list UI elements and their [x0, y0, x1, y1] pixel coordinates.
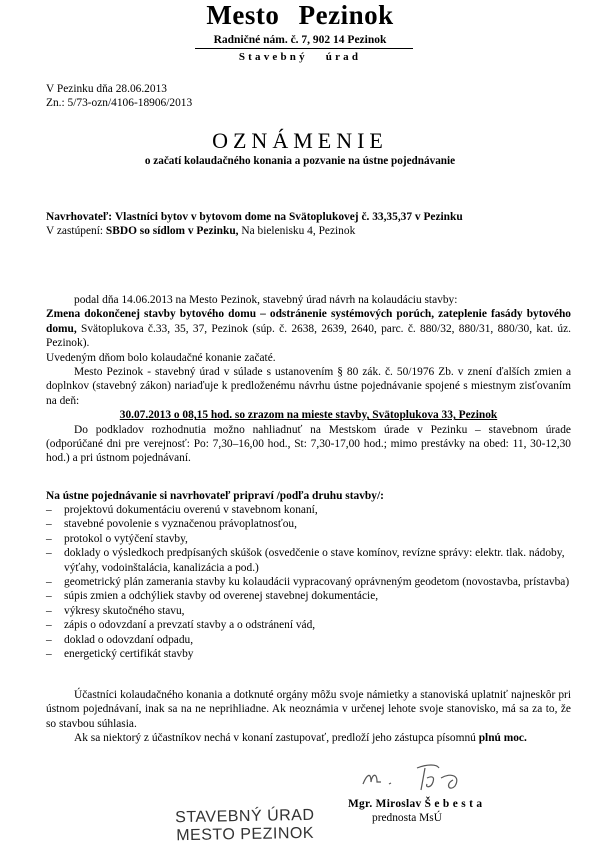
representative-address: Na bielenisku 4, Pezinok: [238, 225, 356, 238]
signatory-name: Mgr. Miroslav Š e b e s t a: [348, 798, 483, 810]
list-item: – doklad o odovzdaní odpadu,: [46, 633, 571, 647]
reference-number: Zn.: 5/73-ozn/4106-18906/2013: [46, 97, 193, 110]
body-paragraph-4: Do podkladov rozhodnutia možno nahliadnuť na Mestskom úrade v Pezinku – stavebnom úrade (odporúčané dni pre verejnosť: Po: 7,30–16,00 hod., St: 7,30-17,00 hod.; mimo prestávky na obed: 11, 30-12,30 hod.) a pri ústnom pojednávaní.: [46, 423, 571, 465]
project-details: Svätoplukova č.33, 35, 37, Pezinok (súp. č. 2638, 2639, 2640, parc. č. 880/32, 880/31, 880/30, kat. úz. Pezinok).: [46, 322, 571, 350]
applicant-label: Navrhovateľ:: [46, 211, 113, 223]
stamp-line-1: STAVEBNÝ ÚRAD: [175, 806, 315, 827]
document-title: OZNÁMENIE: [212, 128, 388, 153]
handwritten-signature: [355, 760, 475, 796]
requirements-list: [46, 503, 571, 661]
list-item: – výkresy skutočného stavu,: [46, 604, 571, 618]
body-paragraph-2: Uvedeným dňom bolo kolaudačné konanie začaté.: [46, 351, 276, 364]
list-item: – projektovú dokumentáciu overenú v stavebnom konaní,: [46, 503, 571, 517]
main-body: [46, 293, 571, 466]
header-divider: [195, 48, 413, 49]
signatory-role: prednosta MsÚ: [372, 812, 442, 824]
applicant-line: [46, 210, 566, 224]
body-paragraph-1: [46, 293, 571, 307]
document-subtitle: o začatí kolaudačného konania a pozvanie na ústne pojednávanie: [144, 155, 456, 167]
office-address: Radničné nám. č. 7, 902 14 Pezinok: [213, 34, 387, 46]
closing-text: Ak sa niektorý z účastníkov nechá v konaní zastupovať, predloží jeho zástupca písomnú: [74, 732, 476, 745]
meeting-date: 30.07.2013 o 08,15 hod. so zrazom na mieste stavby, Svätoplukova 33, Pezinok: [119, 409, 498, 422]
office-stamp: [150, 806, 341, 845]
body-paragraph-3: Mesto Pezinok - stavebný úrad v súlade s ustanovením § 80 zák. č. 50/1976 Zb. v znení ďalších zmien a doplnkov (stavebný zákon) nariaďuje k predloženému návrhu ústne pojednávanie spojené s miestnym zisťovaním na deň:: [46, 366, 571, 407]
representative-label: V zastúpení:: [46, 225, 104, 238]
list-item: – geometrický plán zamerania stavby ku kolaudácii vypracovaný oprávneným geodetom (novostavba, prístavba): [46, 575, 571, 589]
city-title: Mesto Pezinok: [206, 0, 394, 30]
list-item: – doklady o výsledkoch predpísaných skúšok (osvedčenie o stave komínov, revízne správy: elektr. tlak. nádoby, výťahy, vodoinštalácia, kanalizácia a pod.): [46, 546, 571, 575]
project-description: [46, 307, 571, 350]
place-date: V Pezinku dňa 28.06.2013: [46, 83, 167, 95]
list-item: – protokol o vytýčení stavby,: [46, 532, 571, 546]
closing-block: [46, 688, 571, 746]
document-meta: [46, 82, 192, 111]
list-item: – súpis zmien a odchýliek stavby od overenej stavebnej dokumentácie,: [46, 589, 571, 603]
list-item: – stavebné povolenie s vyznačenou právoplatnosťou,: [46, 517, 571, 531]
representative-name: SBDO so sídlom v Pezinku,: [105, 225, 239, 238]
requirements-heading: Na ústne pojednávanie si navrhovateľ pripraví /podľa druhu stavby/:: [46, 490, 384, 502]
stamp-line-2: MESTO PEZINOK: [176, 824, 315, 845]
list-item: – energetický certifikát stavby: [46, 647, 571, 661]
representative-line: [46, 224, 566, 238]
applicant-value: Vlastníci bytov v bytovom dome na Svätoplukovej č. 33,35,37 v Pezinku: [114, 211, 463, 223]
closing-paragraph-1: Účastníci kolaudačného konania a dotknuté orgány môžu svoje námietky a stanoviská uplatniť najneskôr pri ústnom pojednávaní, inak sa na ne neprihliadne. Ak neoznámia v určenej lehote svoje stanovisko, má sa za to, že so stavbou súhlasia.: [46, 689, 571, 730]
project-name: Zmena dokončenej stavby bytového domu – odstránenie systémových porúch, zateplenie fasády bytového domu,: [46, 308, 571, 335]
parties-block: [46, 210, 566, 239]
office-name: Stavebný úrad: [238, 51, 362, 63]
power-of-attorney: plnú moc.: [478, 732, 527, 745]
list-item: – zápis o odovzdaní a prevzatí stavby a o odstránení vád,: [46, 618, 571, 632]
filing-text: podal dňa 14.06.2013 na Mesto Pezinok, stavebný úrad návrh na kolaudáciu stavby:: [74, 294, 458, 306]
closing-paragraph-2: [46, 731, 571, 745]
